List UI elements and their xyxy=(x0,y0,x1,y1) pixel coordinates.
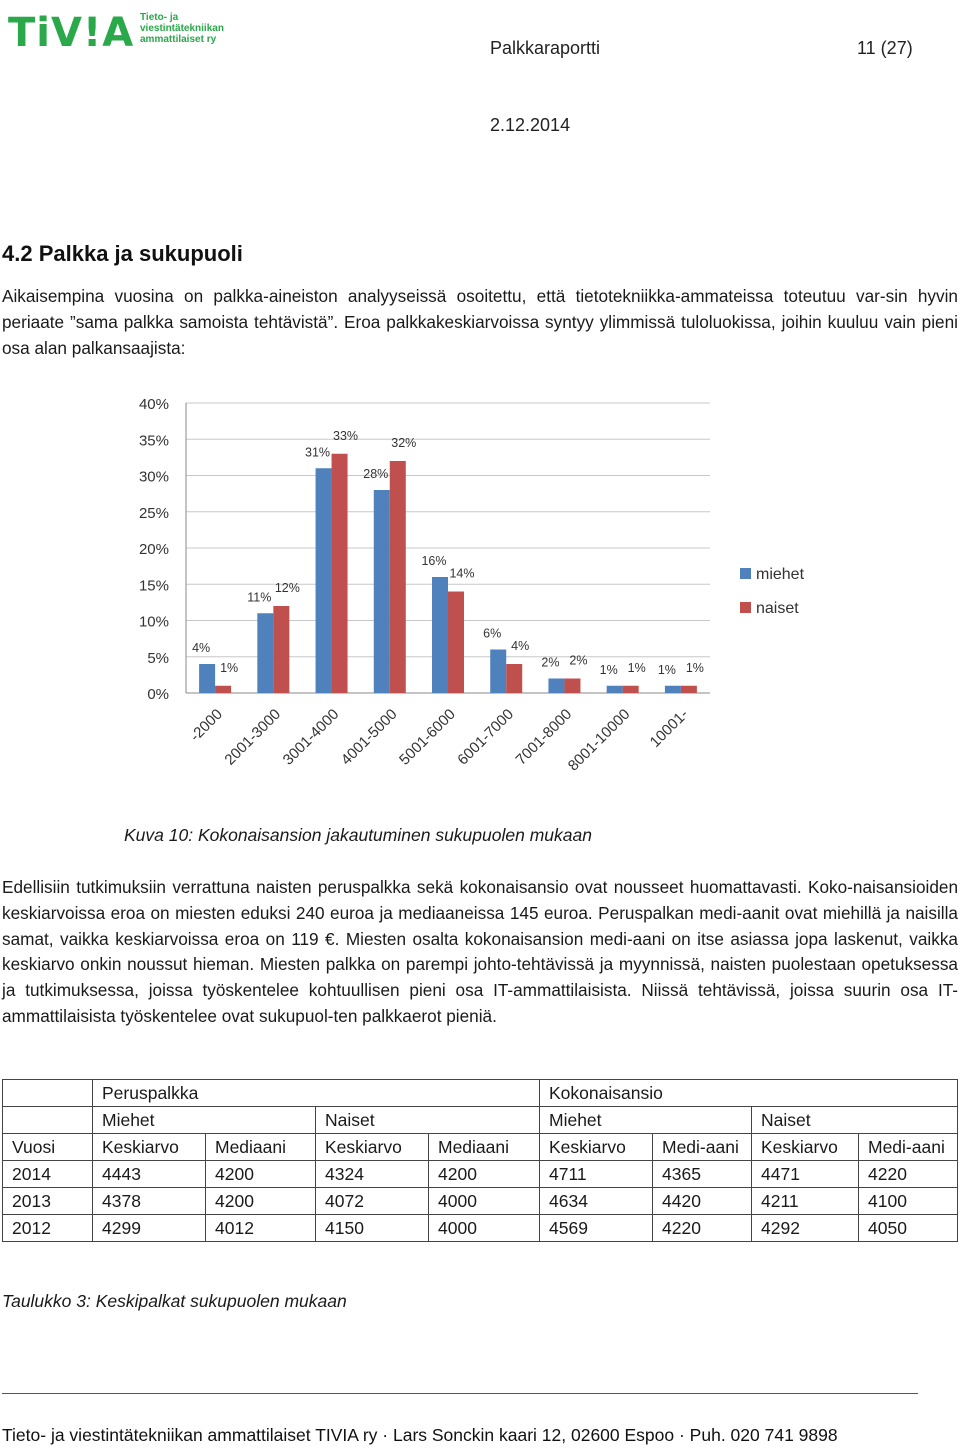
table-cell: 4471 xyxy=(752,1161,859,1188)
table-col-header: Keskiarvo xyxy=(316,1134,429,1161)
data-label: 2% xyxy=(541,655,560,670)
x-tick-label: 6001-7000 xyxy=(454,705,518,769)
table-cell: 4200 xyxy=(429,1161,540,1188)
bar-naiset xyxy=(273,606,289,693)
table-col-header: Mediaani xyxy=(429,1134,540,1161)
income-distribution-chart xyxy=(120,388,840,798)
bar-naiset xyxy=(332,454,348,693)
legend-label-naiset: naiset xyxy=(756,600,799,617)
table-col-header: Medi-aani xyxy=(653,1134,752,1161)
figure-caption: Kuva 10: Kokonaisansion jakautuminen sukupuolen mukaan xyxy=(124,825,592,845)
table-cell: 4072 xyxy=(316,1188,429,1215)
table-col-header: Keskiarvo xyxy=(540,1134,653,1161)
table-cell: 4220 xyxy=(859,1161,958,1188)
x-tick-label: 2001-3000 xyxy=(221,705,285,769)
data-label: 12% xyxy=(274,581,300,595)
legend-swatch-miehet xyxy=(740,568,751,579)
bar-miehet xyxy=(432,577,448,693)
x-tick-label: 3001-4000 xyxy=(279,705,343,769)
x-tick-label: -2000 xyxy=(186,705,226,745)
bar-naiset xyxy=(506,664,522,693)
table-cell: 4000 xyxy=(429,1215,540,1242)
table-gender-header-row xyxy=(3,1107,958,1134)
salary-table xyxy=(2,1079,958,1242)
data-label: 31% xyxy=(305,445,331,460)
bar-naiset xyxy=(215,686,231,693)
y-tick-label: 10% xyxy=(138,613,169,631)
table-col-header: Mediaani xyxy=(206,1134,316,1161)
table-cell: 4012 xyxy=(206,1215,316,1242)
table-cell: 4200 xyxy=(206,1188,316,1215)
page-number: 11 (27) xyxy=(857,38,913,58)
table-cell: 4634 xyxy=(540,1188,653,1215)
y-tick-label: 0% xyxy=(147,686,169,703)
table-cell: 4000 xyxy=(429,1188,540,1215)
table-cell: 2014 xyxy=(3,1161,93,1188)
table-cell: 4365 xyxy=(653,1161,752,1188)
x-tick-label: 10001- xyxy=(646,705,692,751)
footer-text: Tieto- ja viestintätekniikan ammattilaiset TIVIA ry · Lars Sonckin kaari 12, 02600 Espoo · Puh. 020 741 9898 xyxy=(2,1425,838,1445)
bar-naiset xyxy=(448,592,464,694)
y-tick-label: 40% xyxy=(138,396,169,413)
table-col-header: Medi-aani xyxy=(859,1134,958,1161)
table-group-header: Peruspalkka xyxy=(93,1080,540,1107)
table-cell: 4050 xyxy=(859,1215,958,1242)
data-label: 32% xyxy=(391,436,417,450)
data-label: 1% xyxy=(657,662,676,677)
x-tick-label: 5001-6000 xyxy=(396,705,459,769)
table-cell: 4324 xyxy=(316,1161,429,1188)
table-caption: Taulukko 3: Keskipalkat sukupuolen mukaan xyxy=(2,1291,347,1311)
data-label: 1% xyxy=(685,660,704,675)
table-group-header: Kokonaisansio xyxy=(540,1080,958,1107)
data-label: 1% xyxy=(627,660,646,675)
logo-tagline: Tieto- ja viestintätekniikan ammattilaiset ry xyxy=(140,12,224,45)
table-cell: 2012 xyxy=(3,1215,93,1242)
table-gender-header: Naiset xyxy=(316,1107,540,1134)
intro-paragraph: Aikaisempina vuosina on palkka-aineiston analyyseissä osoitettu, että tietotekniikka-ammateissa toteutuu var-sin hyvin periaate ”sama palkka samoista tehtävistä”. Eroa palkkakeskiarvoissa syntyy ylimmissä tuloluokissa, joihin kuuluu vain pieni osa alan palkansaajista: xyxy=(2,286,958,358)
table-cell: 4220 xyxy=(653,1215,752,1242)
table-cell: 4711 xyxy=(540,1161,653,1188)
table-cell: 4200 xyxy=(206,1161,316,1188)
bar-miehet xyxy=(199,664,215,693)
table-gender-header: Naiset xyxy=(752,1107,958,1134)
table-col-header: Keskiarvo xyxy=(752,1134,859,1161)
bar-miehet xyxy=(548,679,564,694)
bar-naiset xyxy=(681,686,697,693)
x-tick-label: 7001-8000 xyxy=(512,705,576,769)
footer-divider xyxy=(2,1393,918,1394)
table-gender-header: Miehet xyxy=(93,1107,316,1134)
body-paragraph: Edellisiin tutkimuksiin verrattuna naisten peruspalkka sekä kokonaisansio ovat nousseet huomattavasti. Koko-naisansioiden keskiarvoissa eroa on miesten eduksi 240 euroa ja mediaaneissa 145 euroa. Peruspalkan medi-aanit ovat miehillä ja naisilla samat, vaikka keskiarvoissa eroa on 119 €. Miesten osalta kokonaisansion medi-aani on itse asiassa jopa laskenut, vaikka keskiarvo onkin noussut hieman. Miesten palkka on parempi johto-tehtävissä ja myynnissä, naisten puolestaan opetuksessa ja tutkimuksessa, joissa työskentelee kohtuullisen pieni osa IT-ammattilaisista. Niissä tehtävissä, joissa suurin osa IT-ammattilaisista työskentelee ovat sukupuol-ten palkkaerot pieniä. xyxy=(2,877,958,1026)
document-title: Palkkaraportti xyxy=(490,38,601,58)
y-tick-label: 20% xyxy=(138,541,169,558)
table-cell: 4211 xyxy=(752,1188,859,1215)
data-label: 4% xyxy=(511,639,530,653)
section-title: 4.2 Palkka ja sukupuoli xyxy=(2,241,243,266)
table-cell: 4420 xyxy=(653,1188,752,1215)
x-tick-label: 4001-5000 xyxy=(337,705,401,769)
data-label: 14% xyxy=(449,566,475,581)
bar-naiset xyxy=(564,679,580,694)
table-cell: 4299 xyxy=(93,1215,206,1242)
y-tick-label: 15% xyxy=(138,577,169,595)
tivia-logo: TiV!A xyxy=(8,10,135,56)
table-column-header-row xyxy=(3,1134,958,1161)
table-empty-cell xyxy=(3,1107,93,1134)
bar-miehet xyxy=(257,613,273,693)
y-tick-label: 30% xyxy=(138,468,169,486)
table-empty-cell xyxy=(3,1080,93,1107)
document-date: 2.12.2014 xyxy=(490,115,571,135)
bar-naiset xyxy=(623,686,639,693)
table-row xyxy=(3,1161,958,1188)
data-label: 6% xyxy=(483,626,502,641)
x-tick-label: 8001-10000 xyxy=(564,705,634,775)
table-gender-header: Miehet xyxy=(540,1107,752,1134)
table-cell: 4100 xyxy=(859,1188,958,1215)
bar-miehet xyxy=(490,650,506,694)
data-label: 4% xyxy=(192,641,211,655)
bar-miehet xyxy=(316,468,332,693)
data-label: 1% xyxy=(220,660,239,675)
table-row xyxy=(3,1215,958,1242)
data-label: 1% xyxy=(599,662,618,677)
bar-miehet xyxy=(665,686,681,693)
y-tick-label: 25% xyxy=(138,504,169,522)
y-tick-label: 35% xyxy=(138,432,169,450)
table-col-header: Keskiarvo xyxy=(93,1134,206,1161)
table-cell: 2013 xyxy=(3,1188,93,1215)
data-label: 11% xyxy=(247,590,272,605)
data-label: 33% xyxy=(333,428,359,443)
data-label: 2% xyxy=(569,653,588,668)
bar-miehet xyxy=(607,686,623,693)
legend-swatch-naiset xyxy=(740,602,751,613)
bar-miehet xyxy=(374,490,390,693)
table-row xyxy=(3,1188,958,1215)
table-cell: 4569 xyxy=(540,1215,653,1242)
table-cell: 4378 xyxy=(93,1188,206,1215)
bar-naiset xyxy=(390,461,406,693)
table-cell: 4150 xyxy=(316,1215,429,1242)
data-label: 16% xyxy=(421,554,447,568)
table-cell: 4443 xyxy=(93,1161,206,1188)
data-label: 28% xyxy=(363,467,389,481)
y-tick-label: 5% xyxy=(147,649,169,667)
legend-label-miehet: miehet xyxy=(756,566,805,583)
table-group-header-row xyxy=(3,1080,958,1107)
table-col-header: Vuosi xyxy=(3,1134,93,1161)
table-cell: 4292 xyxy=(752,1215,859,1242)
